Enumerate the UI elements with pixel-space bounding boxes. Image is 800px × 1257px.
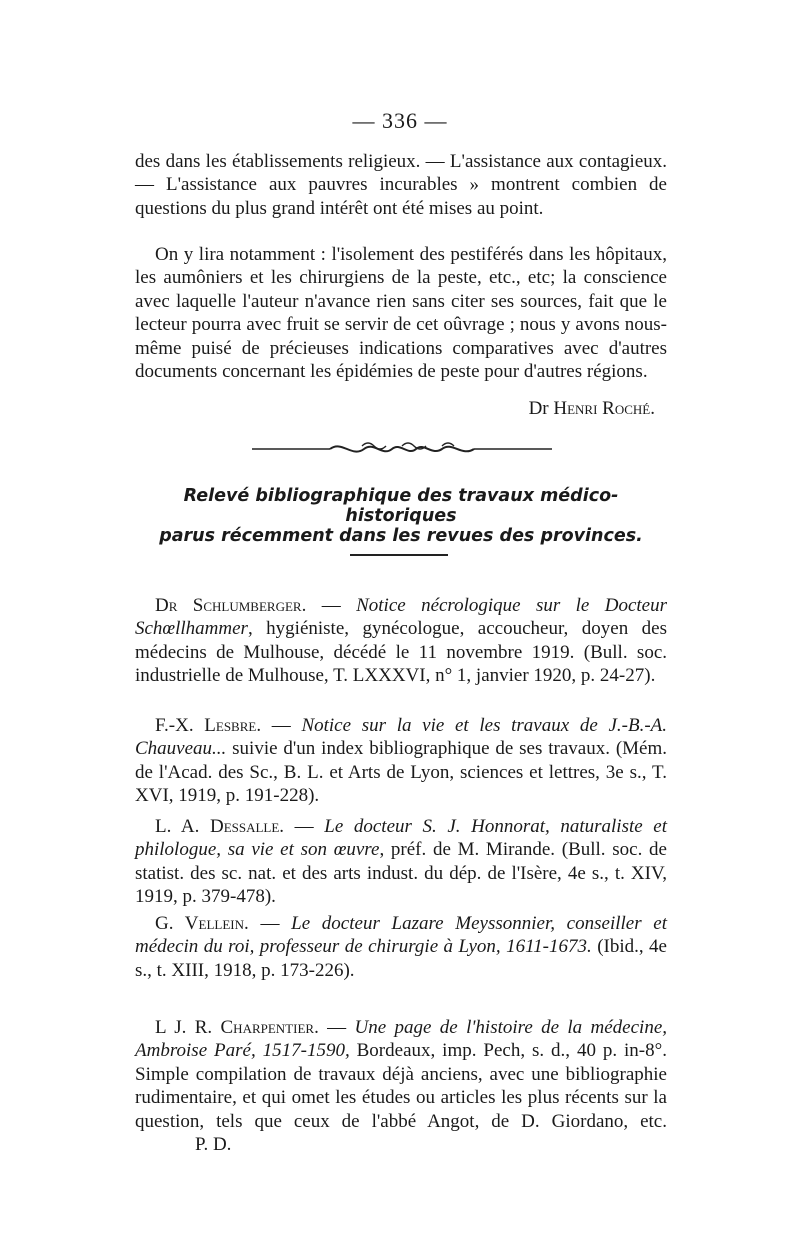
entry-title: Notice sur la vie et les travaux de J.-B.-A. Chauveau... <box>135 715 668 760</box>
entry-details: (Ibid., 4e s., t. XIII, 1918, p. 173-226). <box>135 936 667 981</box>
review-signature <box>529 398 655 420</box>
signature-name: Henri Roché. <box>553 398 655 419</box>
entry-details: suivie d'un index bibliographique de ses travaux. (Mém. de l'Acad. des Sc., B. L. et Arts de Lyon, sciences et lettres, 3e s., T. XVI, 1919, p. 191-228). <box>135 738 667 807</box>
review-paragraph-1: des dans les établissements religieux. — L'assistance aux contagieux. — L'assistance aux pauvres incurables » montrent combien de questions du plus grand intérêt ont été mises au point. <box>135 151 667 219</box>
title-underline <box>350 554 448 556</box>
bibliography-entry: L J. R. Charpentier. — Une page de l'histoire de la médecine, Ambroise Paré, 1517-1590, Bordeaux, imp. Pech, s. d., 40 p. in-8°. Simple compilation de travaux déjà anciens, avec une bibliographie rudimentaire, et qui omet les études ou articles les plus récents sur la question, tels que ceux de l'abbé Angot, de D. Giordano, etc. P. D. <box>135 1017 668 1156</box>
entry-author: L. A. Dessalle. <box>155 816 285 837</box>
bibliography-entry: F.-X. Lesbre. — Notice sur la vie et les travaux de J.-B.-A. Chauveau... suivie d'un index bibliographique de ses travaux. (Mém. de l'Acad. des Sc., B. L. et Arts de Lyon, sciences et lettres, 3e s., T. XVI, 1919, p. 191-228). <box>135 715 668 807</box>
section-title-line-2: parus récemment dans les revues des provinces. <box>159 526 643 546</box>
section-title-line-1: Relevé bibliographique des travaux médico-historiques <box>183 486 619 526</box>
review-paragraph-2: On y lira notamment : l'isolement des pestiférés dans les hôpitaux, les aumôniers et les chirurgiens de la peste, etc., etc; la conscience avec laquelle l'auteur n'avance rien sans citer ses sources, fait que le lecteur pourra avec fruit se servir de cet oûvrage ; nous y avons nous-même puisé de précieuses indications comparatives avec d'autres documents concernant les épidémies de peste pour d'autres régions. <box>135 244 667 383</box>
entry-details: , hygiéniste, gynécologue, accoucheur, doyen des médecins de Mulhouse, décédé le 11 novembre 1919. (Bull. soc. industrielle de Mulhouse, T. LXXXVI, n° 1, janvier 1920, p. 24-27). <box>135 618 667 687</box>
entry-title: Une page de l'histoire de la médecine, Ambroise Paré, 1517-1590, <box>135 1017 668 1062</box>
bibliography-entry: Dr Schlumberger. — Notice nécrologique sur le Docteur Schœllhammer, hygiéniste, gynécologue, accoucheur, doyen des médecins de Mulhouse, décédé le 11 novembre 1919. (Bull. soc. industrielle de Mulhouse, T. LXXXVI, n° 1, janvier 1920, p. 24-27). <box>135 595 668 687</box>
signature-title: Dr <box>528 398 549 419</box>
bibliography-entry: G. Vellein. — Le docteur Lazare Meyssonnier, conseiller et médecin du roi, professeur de chirurgie à Lyon, 1611-1673. (Ibid., 4e s., t. XIII, 1918, p. 173-226). <box>135 913 667 981</box>
entry-details: Bordeaux, imp. Pech, s. d., 40 p. in-8°. Simple compilation de travaux déjà anciens, avec une bibliographie rudimentaire, et qui omet les études ou articles les plus récents sur la question, tels que ceux de l'abbé Angot, de D. Giordano, etc. <box>135 1040 667 1132</box>
entry-title: Le docteur S. J. Honnorat, naturaliste et philologue, sa vie et son œuvre <box>135 816 668 861</box>
entry-initials: P. D. <box>195 1134 232 1156</box>
entry-title: Notice nécrologique sur le Docteur Schœllhammer <box>135 595 668 640</box>
page-number: — 336 — <box>352 108 448 133</box>
entry-author: Dr Schlumberger. <box>155 595 307 616</box>
entry-author: F.-X. Lesbre. <box>155 715 262 736</box>
ornament-divider <box>252 438 552 460</box>
entry-details: , préf. de M. Mirande. (Bull. soc. de statist. des sc. nat. et des arts indust. du dép. de l'Isère, 4e s., t. XIV, 1919, p. 379-478). <box>135 839 667 908</box>
bibliography-entry: L. A. Dessalle. — Le docteur S. J. Honnorat, naturaliste et philologue, sa vie et son œuvre, préf. de M. Mirande. (Bull. soc. de statist. des sc. nat. et des arts indust. du dép. de l'Isère, 4e s., t. XIV, 1919, p. 379-478). <box>135 816 668 908</box>
entry-title: Le docteur Lazare Meyssonnier, conseiller et médecin du roi, professeur de chirurgie à Lyon, 1611-1673. <box>135 913 667 958</box>
entry-author: G. Vellein. <box>155 913 249 934</box>
entry-author: L J. R. Charpentier. <box>155 1017 319 1038</box>
